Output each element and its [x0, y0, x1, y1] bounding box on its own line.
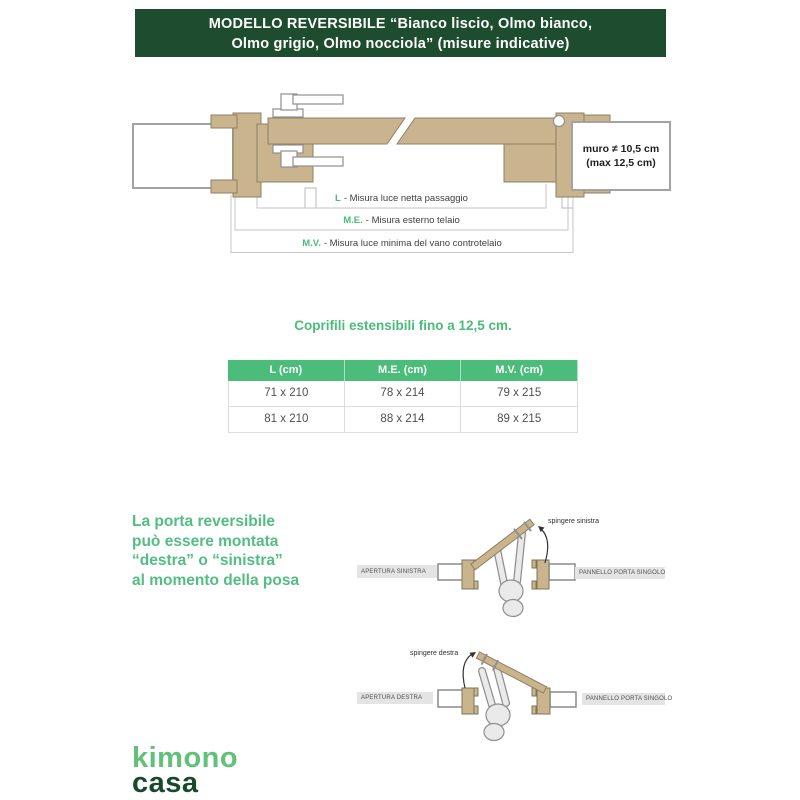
wall-note	[572, 122, 670, 190]
reversibility-paragraph	[132, 512, 362, 590]
table-cell: 88 x 214	[345, 407, 462, 433]
table-header-l: L (cm)	[228, 360, 345, 381]
dimension-label-ME	[235, 215, 568, 226]
table-header-me: M.E. (cm)	[345, 360, 462, 381]
logo-kimono: kimono	[132, 742, 239, 774]
left-opening-diagram	[355, 505, 665, 627]
table-cell: 78 x 214	[345, 381, 462, 407]
header-banner	[135, 9, 666, 57]
table-cell: 89 x 215	[461, 407, 578, 433]
dimension-text-ME: - Misura esterno telaio	[365, 215, 460, 226]
dimension-key-ME: M.E.	[343, 215, 363, 226]
brand-logo	[132, 742, 239, 799]
coprifili-title: Coprifili estensibili fino a 12,5 cm.	[294, 318, 512, 333]
paragraph-line: “destra” o “sinistra”	[132, 552, 283, 569]
apertura-destra-bar: APERTURA DESTRA	[357, 692, 433, 704]
header-title-line2: Olmo grigio, Olmo nocciola” (misure indicative)	[231, 36, 570, 52]
right-opening-diagram	[355, 635, 673, 747]
paragraph-line: al momento della posa	[132, 571, 300, 589]
wall-note-line2: (max 12,5 cm)	[586, 157, 656, 169]
dimension-text-MV: - Misura luce minima del vano controtelaio	[323, 238, 502, 249]
measurements-table	[228, 360, 578, 433]
table-cell: 71 x 210	[228, 381, 345, 407]
logo-casa: casa	[132, 767, 199, 799]
dimension-key-L: L	[335, 193, 341, 204]
table-header-mv: M.V. (cm)	[461, 360, 578, 381]
dimension-key-MV: M.V.	[302, 238, 321, 249]
paragraph-line: La porta reversibile	[132, 513, 276, 530]
header-title-line1: MODELLO REVERSIBILE “Bianco liscio, Olmo bianco,	[208, 16, 593, 32]
table-cell: 81 x 210	[228, 407, 345, 433]
right-opening-drawing	[355, 635, 665, 747]
dimension-label-MV	[231, 238, 573, 249]
wall-note-line1: muro ≠ 10,5 cm	[582, 143, 660, 155]
push-left-label: spingere sinistra	[548, 518, 599, 525]
table-cell: 79 x 215	[461, 381, 578, 407]
paragraph-line: può essere montata	[132, 532, 279, 550]
dimension-label-L	[257, 193, 546, 204]
pannello-porta-bar: PANNELLO PORTA SINGOLO	[582, 693, 665, 705]
pannello-porta-bar: PANNELLO PORTA SINGOLO	[575, 567, 665, 579]
dimension-text-L: - Misura luce netta passaggio	[343, 193, 468, 204]
push-right-label: spingere destra	[410, 650, 459, 657]
apertura-sinistra-bar: APERTURA SINISTRA	[357, 565, 437, 578]
